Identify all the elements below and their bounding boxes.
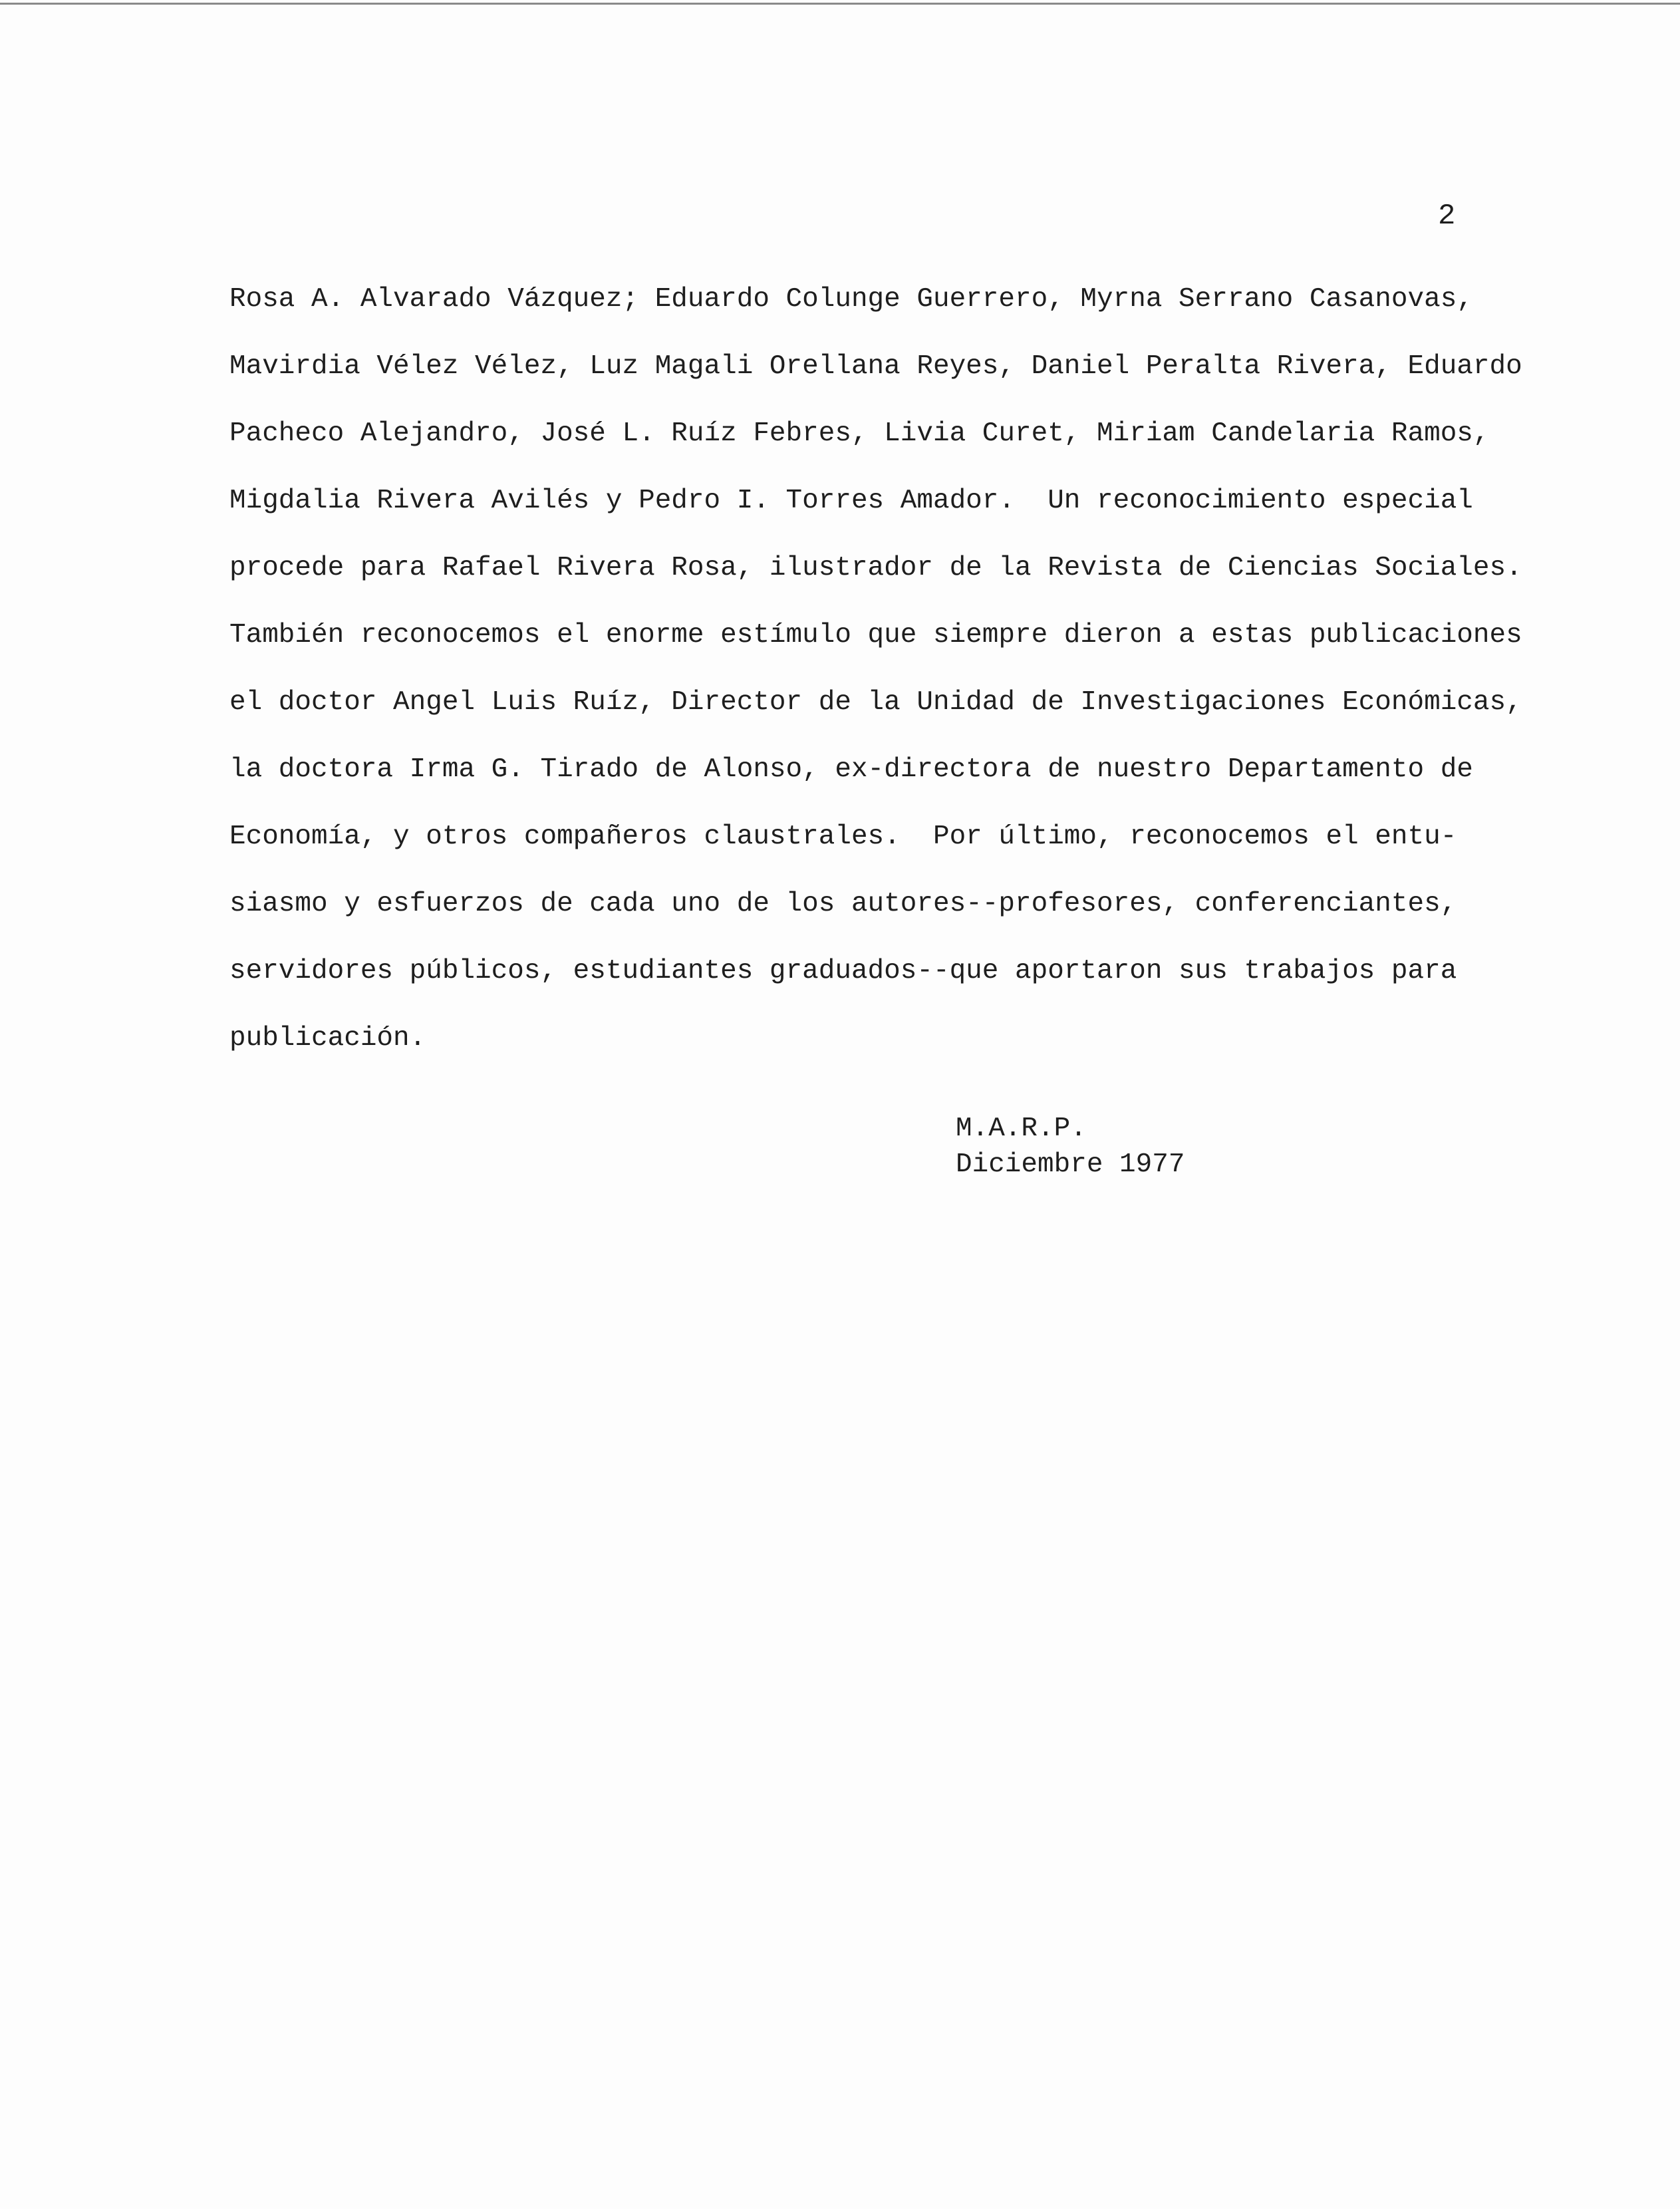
body-line: la doctora Irma G. Tirado de Alonso, ex-directora de nuestro Departamento de <box>229 754 1473 785</box>
body-line: el doctor Angel Luis Ruíz, Director de la Unidad de Investigaciones Económicas, <box>229 687 1522 718</box>
body-line: Rosa A. Alvarado Vázquez; Eduardo Colunge Guerrero, Myrna Serrano Casanovas, <box>229 284 1473 315</box>
page-number: 2 <box>1438 200 1456 233</box>
body-line: Migdalia Rivera Avilés y Pedro I. Torres Amador. Un reconocimiento especial <box>229 486 1473 516</box>
scan-top-edge <box>0 3 1680 5</box>
body-line: También reconocemos el enorme estímulo que siempre dieron a estas publicaciones <box>229 620 1522 651</box>
body-line: servidores públicos, estudiantes graduados--que aportaron sus trabajos para <box>229 956 1457 986</box>
body-line: publicación. <box>229 1023 426 1054</box>
body-line: siasmo y esfuerzos de cada uno de los autores--profesores, conferenciantes, <box>229 889 1457 919</box>
body-line: Pacheco Alejandro, José L. Ruíz Febres, Livia Curet, Miriam Candelaria Ramos, <box>229 418 1490 449</box>
body-line: Mavirdia Vélez Vélez, Luz Magali Orellana Reyes, Daniel Peralta Rivera, Eduardo <box>229 351 1522 382</box>
body-line: procede para Rafael Rivera Rosa, ilustrador de la Revista de Ciencias Sociales. <box>229 553 1522 583</box>
signature-date: Diciembre 1977 <box>956 1149 1185 1180</box>
document-body <box>229 266 1540 1072</box>
signature-block <box>956 1111 1185 1183</box>
body-line: Economía, y otros compañeros claustrales. Por último, reconocemos el entu- <box>229 821 1457 852</box>
author-initials: M.A.R.P. <box>956 1113 1087 1144</box>
